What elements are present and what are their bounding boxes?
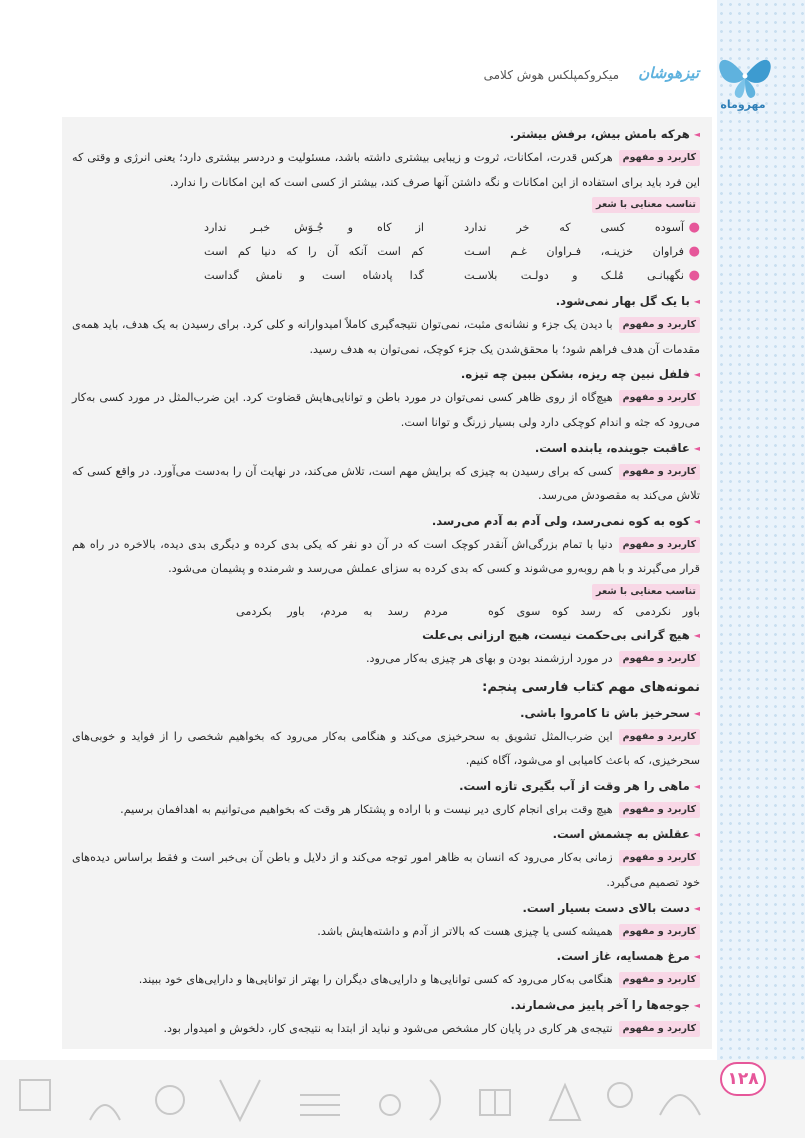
proverb-heading: ◄ هیچ گرانی بی‌حکمت نیست، هیچ ارزانی بی‌علت [72, 624, 700, 647]
pink-triangle-icon: ◄ [693, 781, 700, 791]
proverb-entry [72, 823, 700, 895]
poem-row: ● آسوده کسی که خر ندارد از کاه و جُـوَش خبـر ندارد [72, 216, 700, 240]
decorative-side-strip [717, 0, 805, 1138]
proverb-entry [72, 437, 700, 509]
proverb-entry [72, 775, 700, 823]
butterfly-logo-icon [715, 40, 775, 104]
proverb-heading: ◄ کوه به کوه نمی‌رسد، ولی آدم به آدم می‌رسد. [72, 510, 700, 533]
pink-triangle-icon: ◄ [693, 130, 700, 139]
proverb-meaning: کاربرد و مفهومهمیشه کسی یا چیزی هست که بالاتر از آدم و داشته‌هایش باشد. [72, 920, 700, 945]
usage-tag: کاربرد و مفهوم [619, 317, 700, 333]
pink-triangle-icon: ◄ [693, 297, 700, 307]
usage-tag: کاربرد و مفهوم [619, 464, 700, 480]
pink-triangle-icon: ◄ [693, 903, 700, 913]
proverb-heading: ◄ مرغ همسایه، غاز است. [72, 945, 700, 968]
usage-tag: کاربرد و مفهوم [619, 390, 700, 406]
poem-tag: تناسب معنایی با شعر [592, 197, 700, 213]
proverb-heading: ◄ سحرخیز باش تا کامروا باشی. [72, 702, 700, 725]
proverb-entry [72, 123, 700, 195]
pink-triangle-icon: ◄ [693, 370, 700, 380]
proverb-heading: ◄ دست بالای دست بسیار است. [72, 897, 700, 920]
usage-tag: کاربرد و مفهوم [619, 651, 700, 667]
logo-text: مهروماه [720, 98, 766, 111]
pink-triangle-icon: ◄ [693, 516, 700, 526]
proverb-heading: ◄ عاقبت جوینده، یابنده است. [72, 437, 700, 460]
proverb-entry [72, 945, 700, 993]
proverb-meaning: کاربرد و مفهومدنیا با تمام بزرگی‌اش آنقدر کوچک است که در آن دو نفر که یکی بدی کرده و دیگری بدی دیده، بالاخره در راه هم قرار می‌گیرند و با هم روبه‌رو می‌شوند و کسی که بدی کرده به سزای عملش می‌رسد و شرمنده و پشیمان می‌شود. [72, 537, 700, 576]
proverb-entry [72, 510, 700, 582]
usage-tag: کاربرد و مفهوم [619, 850, 700, 866]
proverb-meaning: کاربرد و مفهومبا دیدن یک جزء و نشانه‌ی مثبت، نمی‌توان نتیجه‌گیری کاملاً امیدوارانه و کلی کرد. برای رسیدن به یک هدف، باید همه‌ی مقدمات آن هدف فراهم شود؛ با محقق‌شدن یک جزء کوچک، نمی‌توان به هدف رسید. [72, 318, 700, 356]
proverb-meaning: کاربرد و مفهومدر مورد ارزشمند بودن و بهای هر چیزی به‌کار می‌رود. [72, 647, 700, 672]
usage-tag: کاربرد و مفهوم [619, 1021, 700, 1037]
proverb-meaning: کاربرد و مفهومهرکس قدرت، امکانات، ثروت و زیبایی بیشتری داشته باشد، مسئولیت و دردسر بیشتری دارد؛ یعنی انرژی و وقتی که این فرد باید برای استفاده از این امکانات و نگه داشتن آنها صرف کند، بیشتر از کسی است که این امکانات را ندارد. [72, 151, 700, 189]
book-title: میکروکمپلکس هوش کلامی [483, 68, 619, 82]
proverb-meaning: کاربرد و مفهومهیچ وقت برای انجام کاری دیر نیست و با اراده و پشتکار هر وقت که بخواهیم می‌توانیم به اهدافمان برسیم. [72, 798, 700, 823]
pink-triangle-icon: ◄ [693, 443, 700, 453]
usage-tag: کاربرد و مفهوم [619, 729, 700, 745]
proverb-entry [72, 897, 700, 945]
proverb-meaning: کاربرد و مفهومنتیجه‌ی هر کاری در پایان کار مشخص می‌شود و نباید از ابتدا به نتیجه‌ی کار، دلخوش و امیدوار بود. [72, 1017, 700, 1042]
pink-triangle-icon: ◄ [693, 952, 700, 962]
proverb-meaning: کاربرد و مفهومکسی که برای رسیدن به چیزی که برایش مهم است، تلاش می‌کند، در نهایت آن را به‌دست می‌آورد. در واقع کسی که تلاش می‌کند به مقصودش می‌رسد. [72, 464, 700, 503]
poem-block [72, 216, 700, 288]
pink-triangle-icon: ◄ [693, 708, 700, 718]
bullet-icon: ● [688, 243, 700, 259]
usage-tag: کاربرد و مفهوم [619, 150, 700, 166]
proverb-entry [72, 702, 700, 774]
proverb-entry [72, 994, 700, 1042]
section-title: نمونه‌های مهم کتاب فارسی پنجم: [482, 679, 700, 695]
proverb-heading: ◄ جوجه‌ها را آخر پاییز می‌شمارند. [72, 994, 700, 1017]
usage-tag: کاربرد و مفهوم [619, 924, 700, 940]
poem-row: ● نگهبانـی مُلـک و دولـت بلاسـت گدا پادشاه است و نامش گداست [72, 264, 700, 288]
poem-row: ● فراوان خزینـه، فـراوان غـم اسـت کم است آنکه آن را که دنیا کم است [72, 240, 700, 264]
content-panel [62, 117, 712, 1049]
footer-doodle-strip [0, 1060, 805, 1138]
proverb-heading: ◄ ماهی را هر وقت از آب بگیری تازه است. [72, 775, 700, 798]
proverb-heading: ◄ عقلش به چشمش است. [72, 823, 700, 846]
proverb-entry [72, 363, 700, 435]
usage-tag: کاربرد و مفهوم [619, 802, 700, 818]
bullet-icon: ● [688, 219, 700, 235]
pink-triangle-icon: ◄ [693, 630, 700, 640]
proverb-entry [72, 290, 700, 362]
proverb-entry [72, 624, 700, 672]
brand-name: تیزهوشان [638, 64, 699, 82]
pink-triangle-icon: ◄ [693, 1000, 700, 1010]
poem-tag: تناسب معنایی با شعر [592, 584, 700, 600]
page-header [325, 40, 775, 110]
page-number: ۱۲۸ [720, 1062, 766, 1096]
proverb-heading: ◄ با یک گل بهار نمی‌شود. [72, 290, 700, 313]
proverb-meaning: کاربرد و مفهوماین ضرب‌المثل تشویق به سحرخیزی می‌کند و هنگامی به‌کار می‌رود که بخواهیم شخصی را از فواید و خوبی‌های سحرخیزی، که باعث کامیابی او می‌شود، آگاه کنیم. [72, 729, 700, 768]
poem-row: باور نکردمی که رسد کوه سوی کوه مردم رسد به مردم، باور بکردمی [236, 604, 700, 618]
proverb-meaning: کاربرد و مفهومهیچ‌گاه از روی ظاهر کسی نمی‌توان در مورد باطن و توانایی‌هایش قضاوت کرد. این ضرب‌المثل در مورد کسی به‌کار می‌رود که جثه و اندام کوچکی دارد ولی بسیار زرنگ و توانا است. [72, 391, 700, 429]
proverb-meaning: کاربرد و مفهومزمانی به‌کار می‌رود که انسان به ظاهر امور توجه می‌کند و از دلایل و باطن آن بی‌خبر است و فقط براساس دیده‌های خود تصمیم می‌گیرد. [72, 851, 700, 889]
proverb-meaning: کاربرد و مفهومهنگامی به‌کار می‌رود که کسی توانایی‌ها و دارایی‌های دیگران را بهتر از توانایی‌ها و دارایی‌های خود ببیند. [72, 968, 700, 993]
proverb-heading: ◄ فلفل نبین چه ریزه، بشکن ببین چه تیزه. [72, 363, 700, 386]
usage-tag: کاربرد و مفهوم [619, 972, 700, 988]
proverb-heading: ◄ هرکه بامش بیش، برفش بیشتر. [72, 123, 700, 146]
pink-triangle-icon: ◄ [693, 830, 700, 840]
usage-tag: کاربرد و مفهوم [619, 537, 700, 553]
bullet-icon: ● [688, 267, 700, 283]
